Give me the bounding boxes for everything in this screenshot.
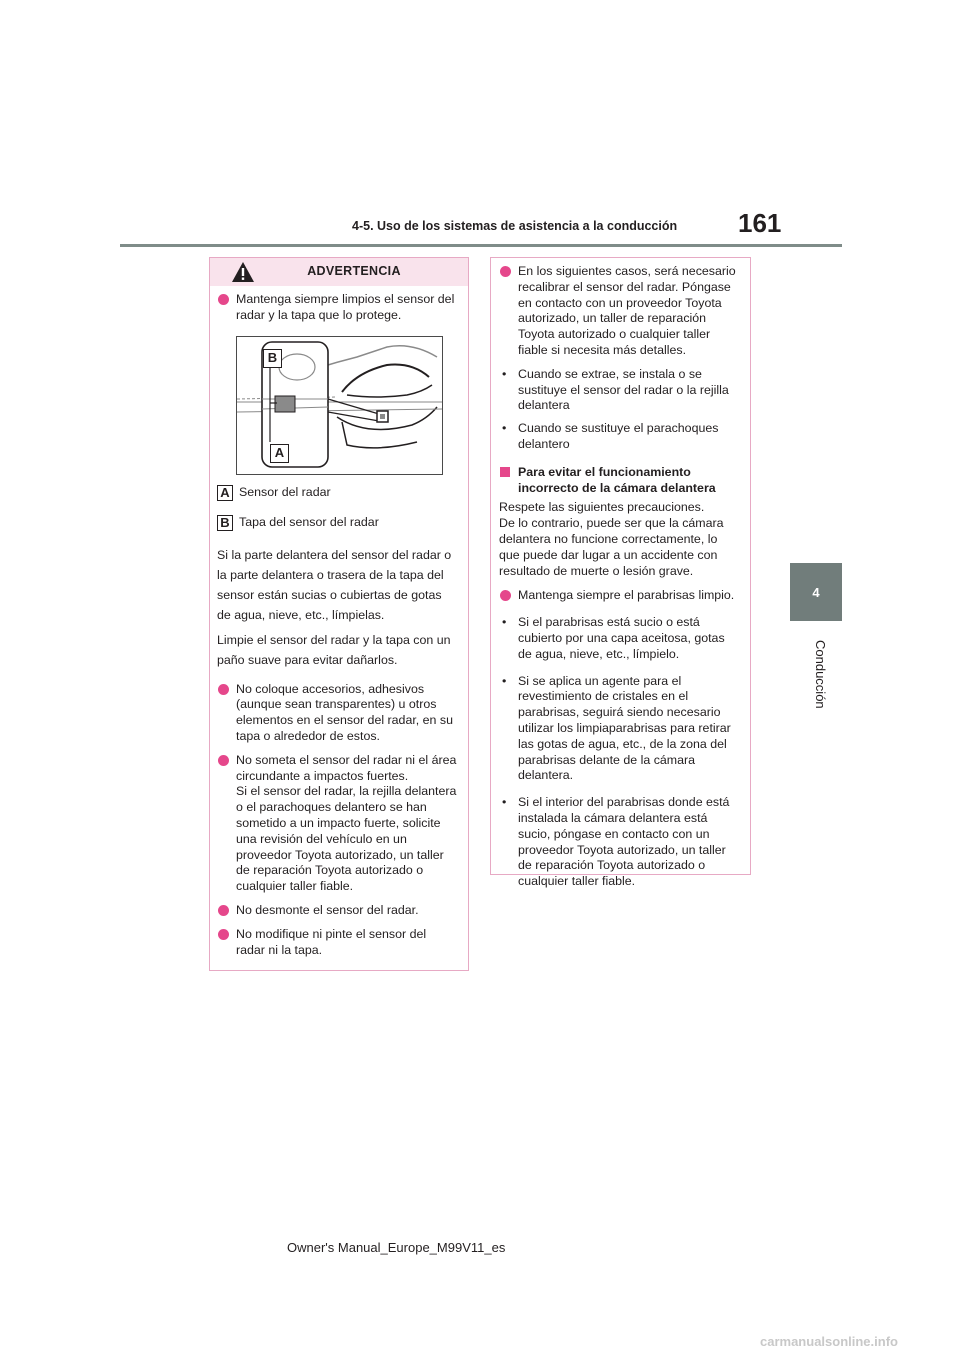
dash-marker: • — [502, 795, 507, 810]
legend-letter-b: B — [217, 515, 233, 531]
warning-bullet: No someta el sensor del radar ni el área circundante a impactos fuertes. Si el sensor del radar, la rejilla delantera o el parachoques delantero se han sometido a un impacto fuerte, solicite una revisión del vehículo en un proveedor Toyota autorizado, un taller de reparación Toyota autorizado o cualquier taller fiable. — [217, 753, 458, 895]
note-dash-item: • Si se aplica un agente para el revestimiento de cristales en el parabrisas, seguirá siendo necesario utilizar los limpiaparabrisas para retirar las gotas de agua, etc., de la zona del parabrisas delante de la cámara delantera. — [502, 673, 731, 783]
dash-marker: • — [502, 673, 507, 688]
warning-box — [209, 257, 469, 971]
warning-bullet: No modifique ni pinte el sensor del radar ni la tapa. — [217, 927, 458, 959]
header-rule — [120, 244, 842, 247]
bullet-dot-icon — [218, 294, 229, 305]
callout-b: B — [263, 349, 282, 368]
legend-letter-a: A — [217, 485, 233, 501]
bullet-dot-icon — [500, 590, 511, 601]
footer-manual-id: Owner's Manual_Europe_M99V11_es — [287, 1240, 506, 1255]
legend-item-a — [217, 485, 458, 501]
note-bullet: En los siguientes casos, será necesario recalibrar el sensor del radar. Póngase en contacto con un proveedor Toyota autorizado, un taller de reparación Toyota autorizado o cualquier taller fiable si necesita más detalles. — [499, 264, 740, 359]
warning-paragraph: Si la parte delantera del sensor del radar o la parte delantera o trasera de la tapa del sensor están sucias o cubiertas de gotas de agua, nieve, etc., límpielas. — [217, 547, 452, 622]
footer-watermark[interactable]: carmanualsonline.info — [760, 1334, 898, 1349]
section-intro: Respete las siguientes precauciones. De lo contrario, puede ser que la cámara delantera no funcione correctamente, lo que puede dar lugar a un accidente con resultado de muerte o lesión grave. — [499, 500, 724, 578]
dash-marker: • — [502, 421, 507, 436]
chapter-number: 4 — [812, 584, 820, 600]
bullet-dot-icon — [218, 929, 229, 940]
page-number: 161 — [738, 208, 782, 238]
legend-item-b — [217, 515, 458, 531]
warning-paragraph: Limpie el sensor del radar y la tapa con un paño suave para evitar dañarlos. — [217, 632, 451, 667]
dash-marker: • — [502, 366, 507, 381]
legend-text-a: Sensor del radar — [239, 484, 331, 499]
bullet-dot-icon — [218, 755, 229, 766]
note-dash-item: • Cuando se extrae, se instala o se sustituye el sensor del radar o la rejilla delantera — [502, 366, 729, 413]
bullet-dot-icon — [218, 684, 229, 695]
dash-marker: • — [502, 615, 507, 630]
legend-text-b: Tapa del sensor del radar — [239, 514, 379, 529]
bullet-dot-icon — [218, 905, 229, 916]
section-title: 4-5. Uso de los sistemas de asistencia a la conducción — [352, 219, 678, 233]
warning-header — [210, 258, 468, 286]
note-dash-item: • Si el parabrisas está sucio o está cubierto por una capa aceitosa, gotas de agua, nieve, etc., límpielo. — [502, 615, 725, 661]
warning-bullet: No desmonte el sensor del radar. — [217, 903, 458, 919]
warning-bullet: Mantenga siempre limpios el sensor del radar y la tapa que lo protege. — [217, 292, 458, 324]
warning-title: ADVERTENCIA — [307, 264, 401, 279]
warning-triangle-icon — [231, 261, 255, 283]
warning-bullet: No coloque accesorios, adhesivos (aunque sean transparentes) u otros elementos en el sensor del radar, en su tapa o alrededor de estos. — [217, 682, 458, 745]
note-dash-item: • Cuando se sustituye el parachoques delantero — [502, 421, 719, 451]
bullet-dot-icon — [500, 266, 511, 277]
callout-a: A — [270, 444, 289, 463]
right-notes-box — [490, 257, 751, 889]
note-dash-item: • Si el interior del parabrisas donde está instalada la cámara delantera está sucio, póngase en contacto con un proveedor Toyota autorizado, un taller de reparación Toyota autorizado o cualquier taller fiable. — [502, 795, 730, 889]
radar-sensor-figure — [236, 336, 443, 475]
section-heading: Para evitar el funcionamiento incorrecto de la cámara delantera — [499, 465, 740, 497]
chapter-tab[interactable] — [790, 563, 842, 621]
chapter-label: Conducción — [813, 640, 828, 709]
square-bullet-icon — [500, 467, 510, 477]
note-bullet: Mantenga siempre el parabrisas limpio. — [499, 588, 740, 604]
